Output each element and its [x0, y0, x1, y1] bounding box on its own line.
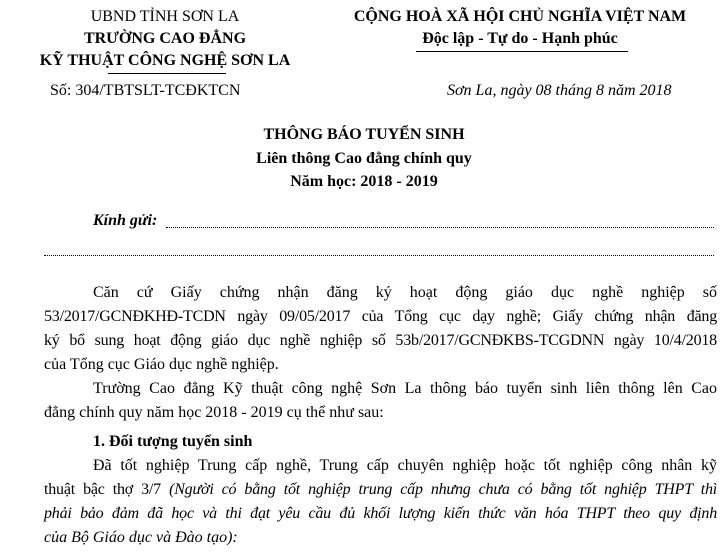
document-number: Số: 304/TBTSLT-TCĐKTCN — [50, 82, 241, 99]
national-motto: CỘNG HOÀ XÃ HỘI CHỦ NGHĨA VIỆT NAM — [353, 8, 687, 25]
paragraph-3-line-1: Đã tốt nghiệp Trung cấp nghề, Trung cấp chuyên nghiệp hoặc tốt nghiệp công nhân kỹ — [93, 457, 717, 474]
paragraph-1-line-2: 53/2017/GCNĐKHĐ-TCDN ngày 09/05/2017 của Tổng cục dạy nghề; Giấy chứng nhận đăng — [44, 308, 717, 325]
notice-subtitle: Liên thông Cao đẳng chính quy — [256, 150, 472, 167]
recipient-label: Kính gửi: — [93, 212, 158, 229]
section-1-heading: 1. Đối tượng tuyển sinh — [93, 433, 253, 450]
place-date: Sơn La, ngày 08 tháng 8 năm 2018 — [447, 82, 672, 99]
paragraph-3-line-2-text: thuật bậc thợ 3/7 — [44, 481, 170, 498]
recipient-dotted-line-2 — [44, 255, 714, 256]
school-year: Năm học: 2018 - 2019 — [290, 173, 438, 190]
paragraph-1-line-1: Căn cứ Giấy chứng nhận đăng ký hoạt động giáo dục nghề nghiệp số — [93, 284, 717, 301]
paragraph-1-line-4: của Tổng cục Giáo dục nghề nghiệp. — [44, 356, 279, 373]
paragraph-3-line-4: của Bộ Giáo dục và Đào tạo): — [44, 529, 238, 546]
motto-subline: Độc lập - Tự do - Hạnh phúc — [422, 30, 618, 47]
left-header-underline — [108, 73, 226, 74]
recipient-dotted-line-1 — [166, 227, 714, 228]
school-name-line2: KỸ THUẬT CÔNG NGHỆ SƠN LA — [39, 52, 291, 69]
paragraph-1-line-3: ký bổ sung hoạt động giáo dục nghề nghiệp số 53b/2017/GCNĐKBS-TCGDNN ngày 10/4/2018 — [44, 332, 717, 349]
notice-title: THÔNG BÁO TUYỂN SINH — [263, 126, 465, 143]
paragraph-3-line-3: phải bảo đảm đã học và thi đạt yêu cầu đủ khối lượng kiến thức văn hóa THPT theo quy định — [44, 505, 717, 522]
paragraph-2-line-2: đẳng chính quy năm học 2018 - 2019 cụ thể như sau: — [44, 404, 384, 421]
agency-name: UBND TỈNH SƠN LA — [90, 8, 240, 25]
right-header-underline — [416, 51, 628, 52]
paragraph-3-line-2-italic: (Người có bằng tốt nghiệp trung cấp nhưng chưa có bằng tốt nghiệp THPT thì — [169, 481, 717, 498]
paragraph-3-line-2 — [44, 481, 717, 499]
school-name-line1: TRƯỜNG CAO ĐẲNG — [83, 30, 247, 47]
paragraph-2-line-1: Trường Cao đẳng Kỹ thuật công nghệ Sơn La thông báo tuyển sinh liên thông lên Cao — [93, 380, 717, 397]
